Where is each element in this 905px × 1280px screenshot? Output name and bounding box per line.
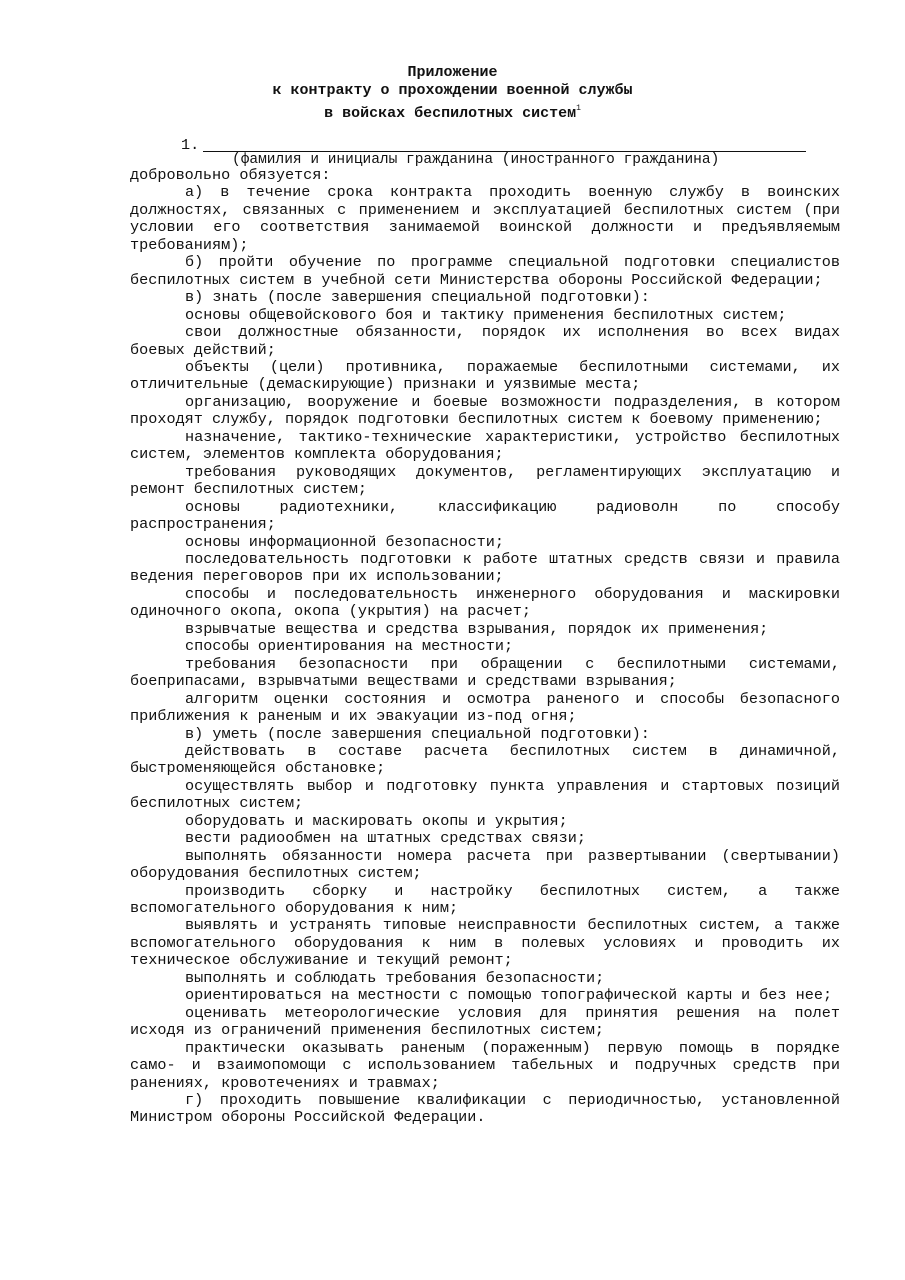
paragraph: производить сборку и настройку беспилотных систем, а также вспомогательного оборудования к ним;	[130, 881, 840, 918]
paragraph: свои должностные обязанности, порядок их исполнения во всех видах боевых действий;	[130, 323, 840, 359]
paragraph: назначение, тактико-технические характеристики, устройство беспилотных систем, элементов комплекта оборудования;	[130, 427, 840, 464]
paragraph: основы общевойскового боя и тактику применения беспилотных систем;	[185, 305, 787, 324]
paragraph: объекты (цели) противника, поражаемые беспилотными системами, их отличительные (демаскирующие) признаки и уязвимые места;	[130, 357, 840, 394]
item-number: 1.	[181, 136, 200, 154]
paragraph: последовательность подготовки к работе штатных средств связи и правила ведения переговоров при их использовании;	[130, 549, 840, 586]
paragraph: способы ориентирования на местности;	[185, 637, 514, 656]
paragraph: способы и последовательность инженерного оборудования и маскировки одиночного окопа, окопа (укрытия) на расчет;	[130, 584, 840, 621]
field-caption: (фамилия и инициалы гражданина (иностранного гражданина)	[232, 152, 720, 168]
paragraph: добровольно обязуется:	[130, 166, 331, 184]
paragraph: выявлять и устранять типовые неисправности беспилотных систем, а также вспомогательного оборудования к ним в полевых условиях и проводить их техническое обслуживание и текущий ремонт;	[130, 916, 840, 970]
heading-troops-text: в войсках беспилотных систем	[324, 105, 577, 122]
paragraph: выполнять и соблюдать требования безопасности;	[185, 968, 605, 987]
heading-appendix: Приложение	[407, 64, 498, 81]
paragraph: оборудовать и маскировать окопы и укрытия;	[185, 811, 568, 830]
paragraph: осуществлять выбор и подготовку пункта управления и стартовых позиций беспилотных систем;	[130, 776, 840, 813]
footnote-marker: 1	[576, 104, 581, 113]
paragraph: требования безопасности при обращении с беспилотными системами, боеприпасами, взрывчатыми веществами и средствами взрывания;	[130, 654, 840, 691]
paragraph: требования руководящих документов, регламентирующих эксплуатацию и ремонт беспилотных систем;	[130, 462, 840, 499]
paragraph: ориентироваться на местности с помощью топографической карты и без нее;	[185, 986, 833, 1005]
body-text	[130, 167, 840, 1127]
paragraph: выполнять обязанности номера расчета при развертывании (свертывании) оборудования беспилотных систем;	[130, 846, 840, 883]
paragraph: алгоритм оценки состояния и осмотра раненого и способы безопасного приближения к раненым и их эвакуации из-под огня;	[130, 689, 840, 726]
paragraph: взрывчатые вещества и средства взрывания, порядок их применения;	[185, 619, 769, 638]
paragraph: б) пройти обучение по программе специальной подготовки специалистов беспилотных систем в учебной сети Министерства обороны Российской Федерации;	[130, 253, 840, 289]
heading-troops	[0, 100, 905, 123]
paragraph: действовать в составе расчета беспилотных систем в динамичной, быстроменяющейся обстановке;	[130, 741, 840, 778]
paragraph: оценивать метеорологические условия для принятия решения на полет исходя из ограничений применения беспилотных систем;	[130, 1003, 840, 1040]
paragraph: а) в течение срока контракта проходить военную службу в воинских должностях, связанных с применением и эксплуатацией беспилотных систем (при условии его соответствия занимаемой воинской должности и предъявляемым требованиям);	[130, 183, 840, 254]
heading-contract: к контракту о прохождении военной службы	[272, 82, 633, 99]
paragraph: практически оказывать раненым (пораженным) первую помощь в порядке само- и взаимопомощи с использованием табельных и подручных средств при ранениях, кровотечениях и травмах;	[130, 1038, 840, 1092]
paragraph: основы информационной безопасности;	[185, 532, 504, 551]
paragraph: основы радиотехники, классификацию радиоволн по способу распространения;	[130, 497, 840, 534]
paragraph: в) знать (после завершения специальной подготовки):	[185, 288, 650, 307]
paragraph: организацию, вооружение и боевые возможности подразделения, в котором проходят службу, порядок подготовки беспилотных систем к боевому применению;	[130, 392, 840, 429]
paragraph: в) уметь (после завершения специальной подготовки):	[185, 724, 650, 743]
paragraph: вести радиообмен на штатных средствах связи;	[185, 829, 587, 848]
paragraph: г) проходить повышение квалификации с периодичностью, установленной Министром обороны Российской Федерации.	[130, 1091, 840, 1127]
